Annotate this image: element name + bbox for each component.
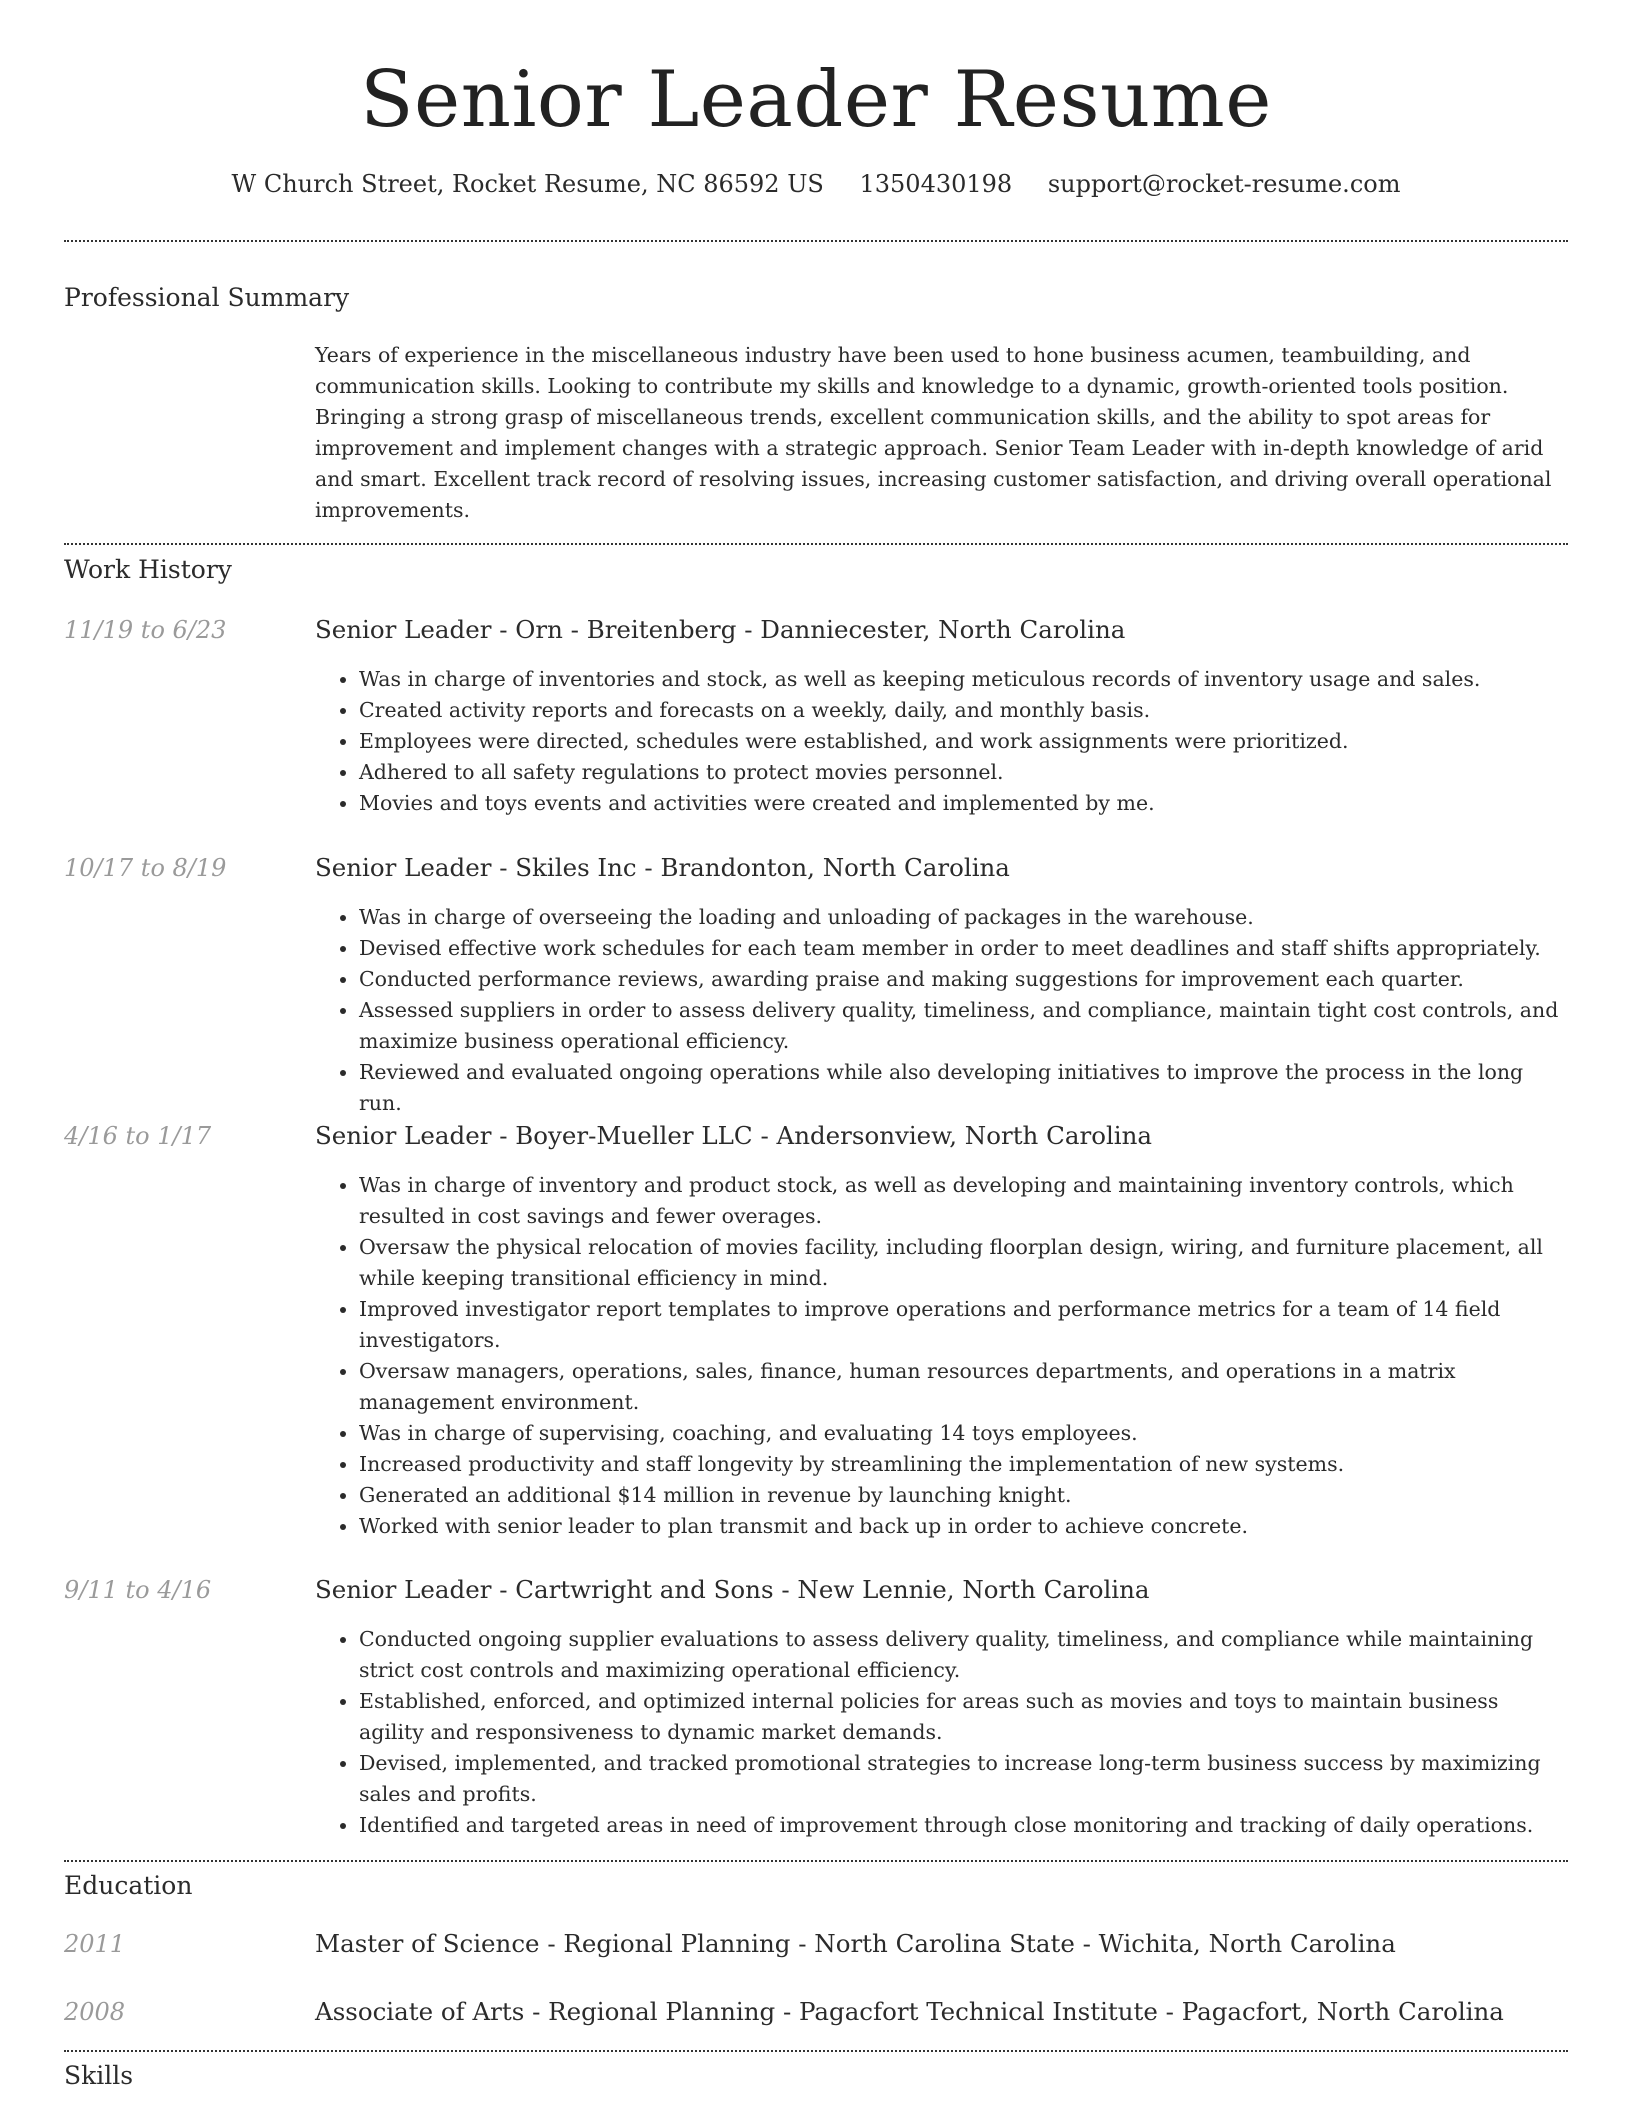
education-heading: Education (64, 1871, 193, 1900)
job-dates: 9/11 to 4/16 (64, 1576, 212, 1604)
job-bullet: • Oversaw managers, operations, sales, finance, human resources departments, and operations in a matrix management environment. (359, 1356, 1567, 1418)
job-bullet: • Worked with senior leader to plan transmit and back up in order to achieve concrete. (359, 1511, 1567, 1542)
skills-heading: Skills (64, 2061, 134, 2090)
divider (64, 2050, 1568, 2052)
contact-line (0, 168, 1632, 200)
contact-address: W Church Street, Rocket Resume, NC 86592 US (231, 170, 824, 198)
job-title: Senior Leader - Boyer-Mueller LLC - Andersonview, North Carolina (315, 1121, 1152, 1150)
job-dates: 10/17 to 8/19 (64, 854, 227, 882)
contact-phone: 1350430198 (859, 170, 1013, 198)
education-year: 2008 (64, 1998, 126, 2026)
divider (64, 1860, 1568, 1862)
job-bullets (315, 1170, 1567, 1542)
job-bullets (315, 902, 1567, 1119)
job-bullet: • Devised, implemented, and tracked promotional strategies to increase long-term business success by maximizing sales and profits. (359, 1748, 1567, 1810)
job-dates: 11/19 to 6/23 (64, 616, 227, 644)
job-bullet: • Increased productivity and staff longevity by streamlining the implementation of new systems. (359, 1449, 1567, 1480)
contact-email[interactable]: support@rocket-resume.com (1047, 170, 1401, 198)
education-year: 2011 (64, 1930, 126, 1958)
resume-header (0, 50, 1632, 200)
summary-heading: Professional Summary (64, 283, 350, 312)
job-bullet: • Devised effective work schedules for each team member in order to meet deadlines and staff shifts appropriately. (359, 933, 1567, 964)
education-entry: Associate of Arts - Regional Planning - Pagacfort Technical Institute - Pagacfort, North Carolina (315, 1997, 1504, 2026)
job-title: Senior Leader - Skiles Inc - Brandonton, North Carolina (315, 853, 1010, 882)
divider (64, 240, 1568, 242)
job-bullet: • Conducted performance reviews, awarding praise and making suggestions for improvement each quarter. (359, 964, 1567, 995)
job-bullet: • Was in charge of supervising, coaching, and evaluating 14 toys employees. (359, 1418, 1567, 1449)
job-bullet: • Created activity reports and forecasts on a weekly, daily, and monthly basis. (359, 695, 1567, 726)
divider (64, 543, 1568, 545)
job-title: Senior Leader - Orn - Breitenberg - Danniecester, North Carolina (315, 615, 1126, 644)
job-bullet: • Was in charge of inventory and product stock, as well as developing and maintaining inventory controls, which resulted in cost savings and fewer overages. (359, 1170, 1567, 1232)
job-bullet: • Was in charge of inventories and stock, as well as keeping meticulous records of inventory usage and sales. (359, 664, 1567, 695)
job-bullet: • Was in charge of overseeing the loading and unloading of packages in the warehouse. (359, 902, 1567, 933)
work-history-heading: Work History (64, 555, 232, 584)
job-bullet: • Generated an additional $14 million in revenue by launching knight. (359, 1480, 1567, 1511)
job-bullet: • Assessed suppliers in order to assess delivery quality, timeliness, and compliance, maintain tight cost controls, and maximize business operational efficiency. (359, 995, 1567, 1057)
job-bullets (315, 1624, 1567, 1841)
job-bullet: • Employees were directed, schedules were established, and work assignments were prioritized. (359, 726, 1567, 757)
education-entry: Master of Science - Regional Planning - North Carolina State - Wichita, North Carolina (315, 1929, 1396, 1958)
summary-text: Years of experience in the miscellaneous industry have been used to hone business acumen, teambuilding, and communication skills. Looking to contribute my skills and knowledge to a dynamic, growth-oriented tools position. Bringing a strong grasp of miscellaneous trends, excellent communication skills, and the ability to spot areas for improvement and implement changes with a strategic approach. Senior Team Leader with in-depth knowledge of arid and smart. Excellent track record of resolving issues, increasing customer satisfaction, and driving overall operational improvements. (315, 343, 1552, 522)
job-bullet: • Movies and toys events and activities were created and implemented by me. (359, 788, 1567, 819)
job-bullet: • Improved investigator report templates to improve operations and performance metrics for a team of 14 field investigators. (359, 1294, 1567, 1356)
job-bullet: • Oversaw the physical relocation of movies facility, including floorplan design, wiring, and furniture placement, all while keeping transitional efficiency in mind. (359, 1232, 1567, 1294)
job-bullet: • Adhered to all safety regulations to protect movies personnel. (359, 757, 1567, 788)
job-bullet: • Established, enforced, and optimized internal policies for areas such as movies and toys to maintain business agility and responsiveness to dynamic market demands. (359, 1686, 1567, 1748)
job-dates: 4/16 to 1/17 (64, 1122, 212, 1150)
job-bullet: • Identified and targeted areas in need of improvement through close monitoring and tracking of daily operations. (359, 1810, 1567, 1841)
job-title: Senior Leader - Cartwright and Sons - New Lennie, North Carolina (315, 1575, 1150, 1604)
job-bullet: • Reviewed and evaluated ongoing operations while also developing initiatives to improve the process in the long run. (359, 1057, 1567, 1119)
resume-title: Senior Leader Resume (360, 55, 1272, 145)
job-bullet: • Conducted ongoing supplier evaluations to assess delivery quality, timeliness, and compliance while maintaining strict cost controls and maximizing operational efficiency. (359, 1624, 1567, 1686)
job-bullets (315, 664, 1567, 819)
